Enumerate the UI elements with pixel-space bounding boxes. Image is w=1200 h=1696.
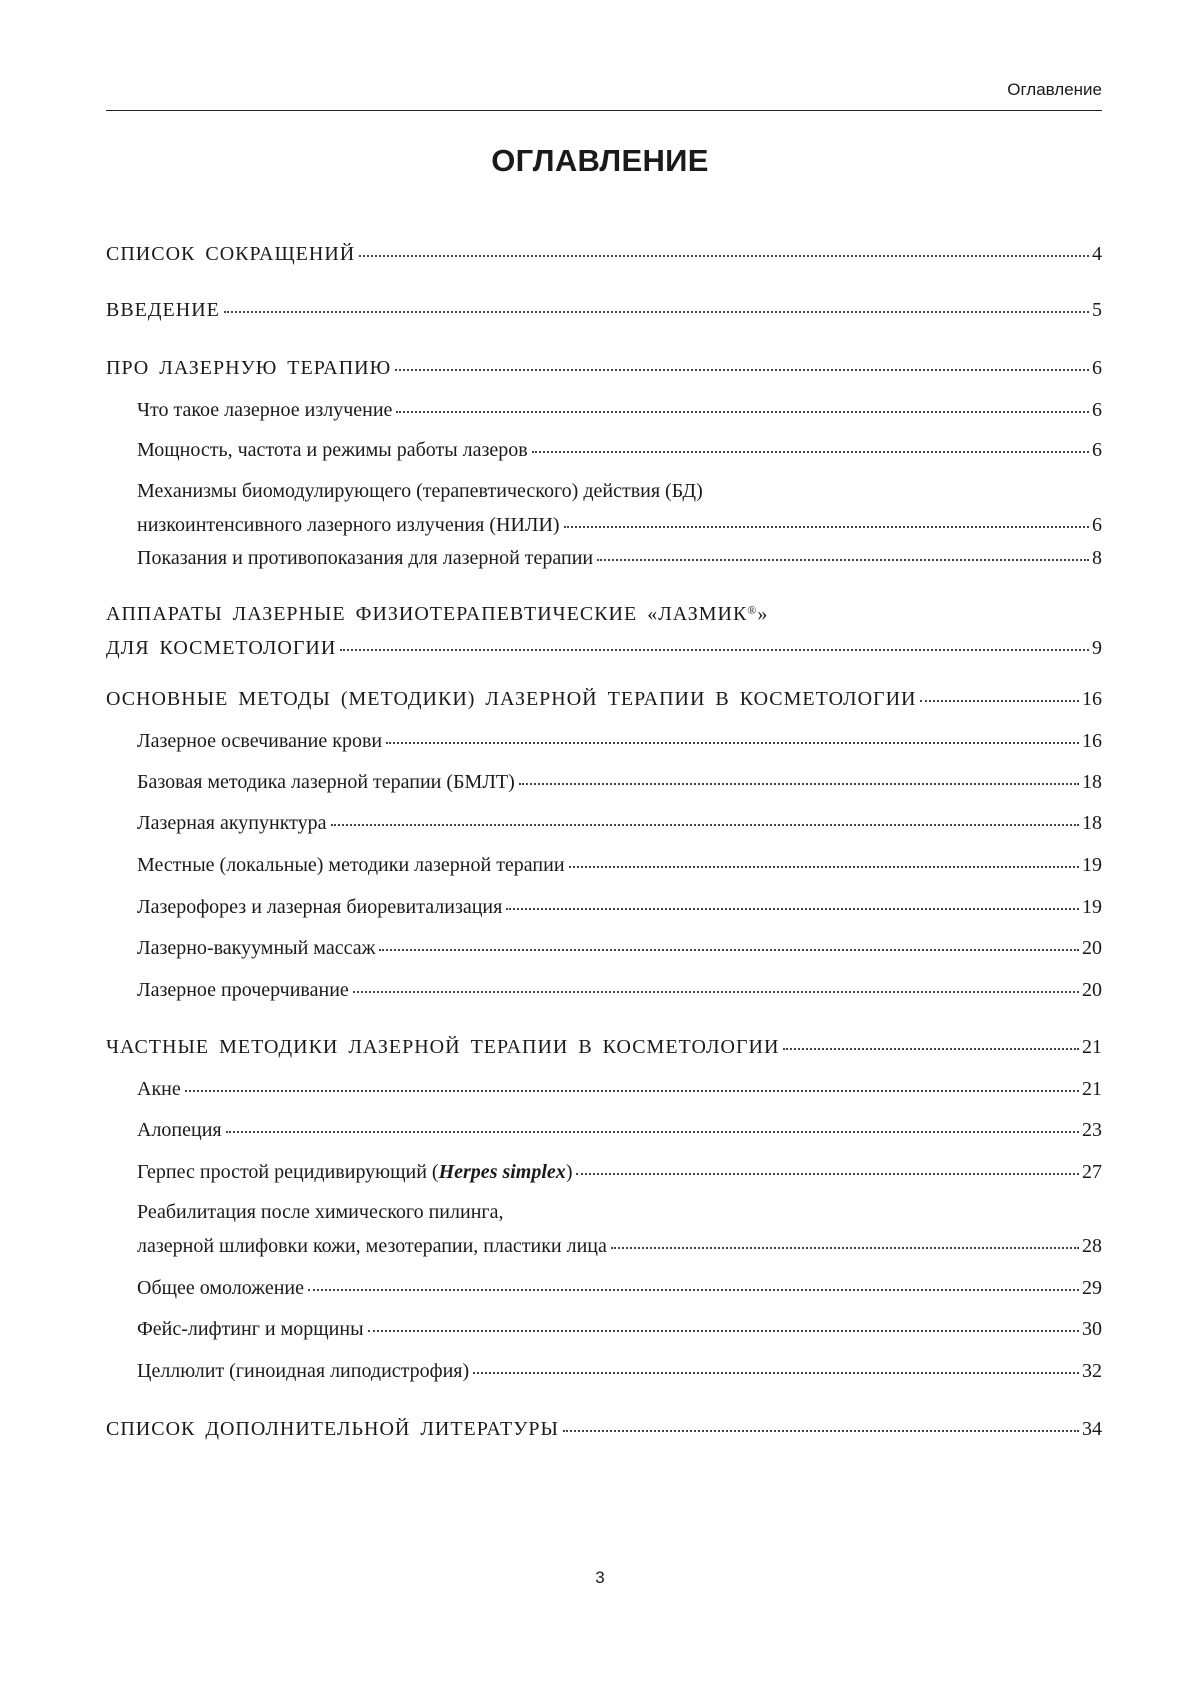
toc-entry-title: Герпес простой рецидивирующий (Herpes simplex)	[137, 1161, 573, 1183]
dot-leader	[564, 526, 1089, 528]
dot-leader	[597, 559, 1089, 561]
toc-entry-rejuvenation[interactable]	[137, 1271, 1102, 1305]
toc-entry-title: Общее омоложение	[137, 1277, 304, 1299]
toc-entry-cellulite[interactable]	[137, 1354, 1102, 1388]
dot-leader	[359, 255, 1089, 257]
registered-mark: ®	[747, 603, 758, 617]
toc-page-number: 6	[1092, 514, 1102, 536]
toc-entry-title: СПИСОК ДОПОЛНИТЕЛЬНОЙ ЛИТЕРАТУРЫ	[106, 1418, 559, 1440]
page-number: 3	[595, 1568, 605, 1587]
toc-entry-title: ПРО ЛАЗЕРНУЮ ТЕРАПИЮ	[106, 357, 392, 379]
toc-entry-title: Фейс-лифтинг и морщины	[137, 1318, 364, 1340]
toc-entry-title: Лазерная акупунктура	[137, 812, 327, 834]
toc-entry-biomodulating-mechanisms[interactable]	[137, 474, 1102, 542]
dot-leader	[569, 866, 1079, 868]
toc-entry-face-lifting[interactable]	[137, 1312, 1102, 1346]
toc-entry-vacuum-massage[interactable]	[137, 931, 1102, 965]
toc-entry-laser-acupuncture[interactable]	[137, 806, 1102, 840]
toc-page-number: 32	[1082, 1360, 1102, 1382]
toc-entry-rehabilitation[interactable]	[137, 1195, 1102, 1263]
dot-leader	[368, 1330, 1079, 1332]
toc-entry-title-line: АППАРАТЫ ЛАЗЕРНЫЕ ФИЗИОТЕРАПЕВТИЧЕСКИЕ «ЛАЗМИК®»	[106, 603, 769, 625]
toc-entry-laser-tracing[interactable]	[137, 973, 1102, 1007]
toc-entry-title: Лазерно-вакуумный массаж	[137, 937, 376, 959]
latin-term: Herpes simplex	[438, 1161, 566, 1183]
toc-entry-power-frequency-modes[interactable]	[137, 433, 1102, 467]
dot-leader	[473, 1372, 1079, 1374]
toc-entry-title: Лазерное прочерчивание	[137, 979, 349, 1001]
toc-entry-alopecia[interactable]	[137, 1113, 1102, 1147]
dot-leader	[185, 1090, 1079, 1092]
toc-page-number: 20	[1082, 979, 1102, 1001]
toc-entry-title: лазерной шлифовки кожи, мезотерапии, пластики лица	[137, 1235, 607, 1257]
toc-page-number: 18	[1082, 812, 1102, 834]
toc-page-number: 28	[1082, 1235, 1102, 1257]
running-header: Оглавление	[1007, 80, 1102, 99]
dot-leader	[611, 1247, 1079, 1249]
toc-entry-title: низкоинтенсивного лазерного излучения (НИЛИ)	[137, 514, 560, 536]
toc-entry-title: Показания и противопоказания для лазерной терапии	[137, 547, 594, 569]
toc-entry-blood-irradiation[interactable]	[137, 724, 1102, 758]
toc-page-number: 23	[1082, 1119, 1102, 1141]
page-title: ОГЛАВЛЕНИЕ	[491, 143, 709, 178]
toc-page-number: 9	[1092, 637, 1102, 659]
toc-entry-title: Что такое лазерное излучение	[137, 399, 393, 421]
toc-entry-abbreviations[interactable]	[106, 237, 1102, 271]
toc-entry-about-laser-therapy[interactable]	[106, 351, 1102, 385]
header-rule	[106, 110, 1102, 111]
dot-leader	[386, 742, 1079, 744]
toc-entry-title: Лазерное освечивание крови	[137, 730, 383, 752]
toc-page-number: 20	[1082, 937, 1102, 959]
dot-leader	[506, 908, 1079, 910]
dot-leader	[532, 451, 1089, 453]
dot-leader	[340, 649, 1089, 651]
dot-leader	[331, 824, 1079, 826]
dot-leader	[226, 1131, 1079, 1133]
toc-entry-title: Лазерофорез и лазерная биоревитализация	[137, 896, 503, 918]
toc-entry-title: Базовая методика лазерной терапии (БМЛТ)	[137, 771, 515, 793]
dot-leader	[920, 700, 1079, 702]
toc-entry-title: Мощность, частота и режимы работы лазеров	[137, 439, 528, 461]
toc-page-number: 29	[1082, 1277, 1102, 1299]
toc-page-number: 34	[1082, 1418, 1102, 1440]
toc-entry-title-line: Реабилитация после химического пилинга,	[137, 1201, 504, 1223]
toc-page-number: 21	[1082, 1078, 1102, 1100]
toc-page-number: 19	[1082, 854, 1102, 876]
toc-entry-what-is-laser-radiation[interactable]	[137, 393, 1102, 427]
toc-page-number: 16	[1082, 730, 1102, 752]
toc-entry-indications[interactable]	[137, 541, 1102, 575]
toc-entry-title: ЧАСТНЫЕ МЕТОДИКИ ЛАЗЕРНОЙ ТЕРАПИИ В КОСМЕТОЛОГИИ	[106, 1036, 780, 1058]
dot-leader	[563, 1430, 1079, 1432]
toc-page-number: 6	[1092, 357, 1102, 379]
toc-entry-title: ВВЕДЕНИЕ	[106, 299, 220, 321]
toc-page-number: 5	[1092, 299, 1102, 321]
dot-leader	[379, 949, 1079, 951]
toc-page-number: 6	[1092, 399, 1102, 421]
toc-page-number: 19	[1082, 896, 1102, 918]
toc-entry-herpes[interactable]	[137, 1155, 1102, 1189]
dot-leader	[308, 1289, 1079, 1291]
toc-entry-local-methods[interactable]	[137, 848, 1102, 882]
toc-entry-basic-method[interactable]	[137, 765, 1102, 799]
toc-entry-title: Местные (локальные) методики лазерной терапии	[137, 854, 565, 876]
toc-entry-specific-methods[interactable]	[106, 1030, 1102, 1064]
toc-entry-laserophoresis[interactable]	[137, 890, 1102, 924]
dot-leader	[224, 311, 1089, 313]
toc-page-number: 18	[1082, 771, 1102, 793]
toc-page-number: 16	[1082, 688, 1102, 710]
dot-leader	[353, 991, 1079, 993]
toc-page-number: 6	[1092, 439, 1102, 461]
toc-entry-title: ДЛЯ КОСМЕТОЛОГИИ	[106, 637, 337, 659]
toc-entry-title: Акне	[137, 1078, 181, 1100]
toc-page-number: 30	[1082, 1318, 1102, 1340]
dot-leader	[783, 1048, 1079, 1050]
dot-leader	[519, 783, 1079, 785]
toc-entry-main-methods[interactable]	[106, 682, 1102, 716]
toc-entry-title-line: Механизмы биомодулирующего (терапевтического) действия (БД)	[137, 480, 703, 502]
toc-page-number: 21	[1082, 1036, 1102, 1058]
toc-entry-title: Алопеция	[137, 1119, 222, 1141]
toc-page-number: 27	[1082, 1161, 1102, 1183]
dot-leader	[396, 411, 1089, 413]
dot-leader	[395, 369, 1089, 371]
toc-entry-further-reading[interactable]	[106, 1412, 1102, 1446]
toc-entry-acne[interactable]	[137, 1072, 1102, 1106]
dot-leader	[576, 1173, 1079, 1175]
toc-entry-title: Целлюлит (гиноидная липодистрофия)	[137, 1360, 470, 1382]
toc-entry-introduction[interactable]	[106, 293, 1102, 327]
toc-entry-lazmik-devices[interactable]	[106, 597, 1102, 665]
toc-page-number: 8	[1092, 547, 1102, 569]
toc-entry-title: СПИСОК СОКРАЩЕНИЙ	[106, 243, 356, 265]
toc-entry-title: ОСНОВНЫЕ МЕТОДЫ (МЕТОДИКИ) ЛАЗЕРНОЙ ТЕРАПИИ В КОСМЕТОЛОГИИ	[106, 688, 917, 710]
toc-page-number: 4	[1092, 243, 1102, 265]
